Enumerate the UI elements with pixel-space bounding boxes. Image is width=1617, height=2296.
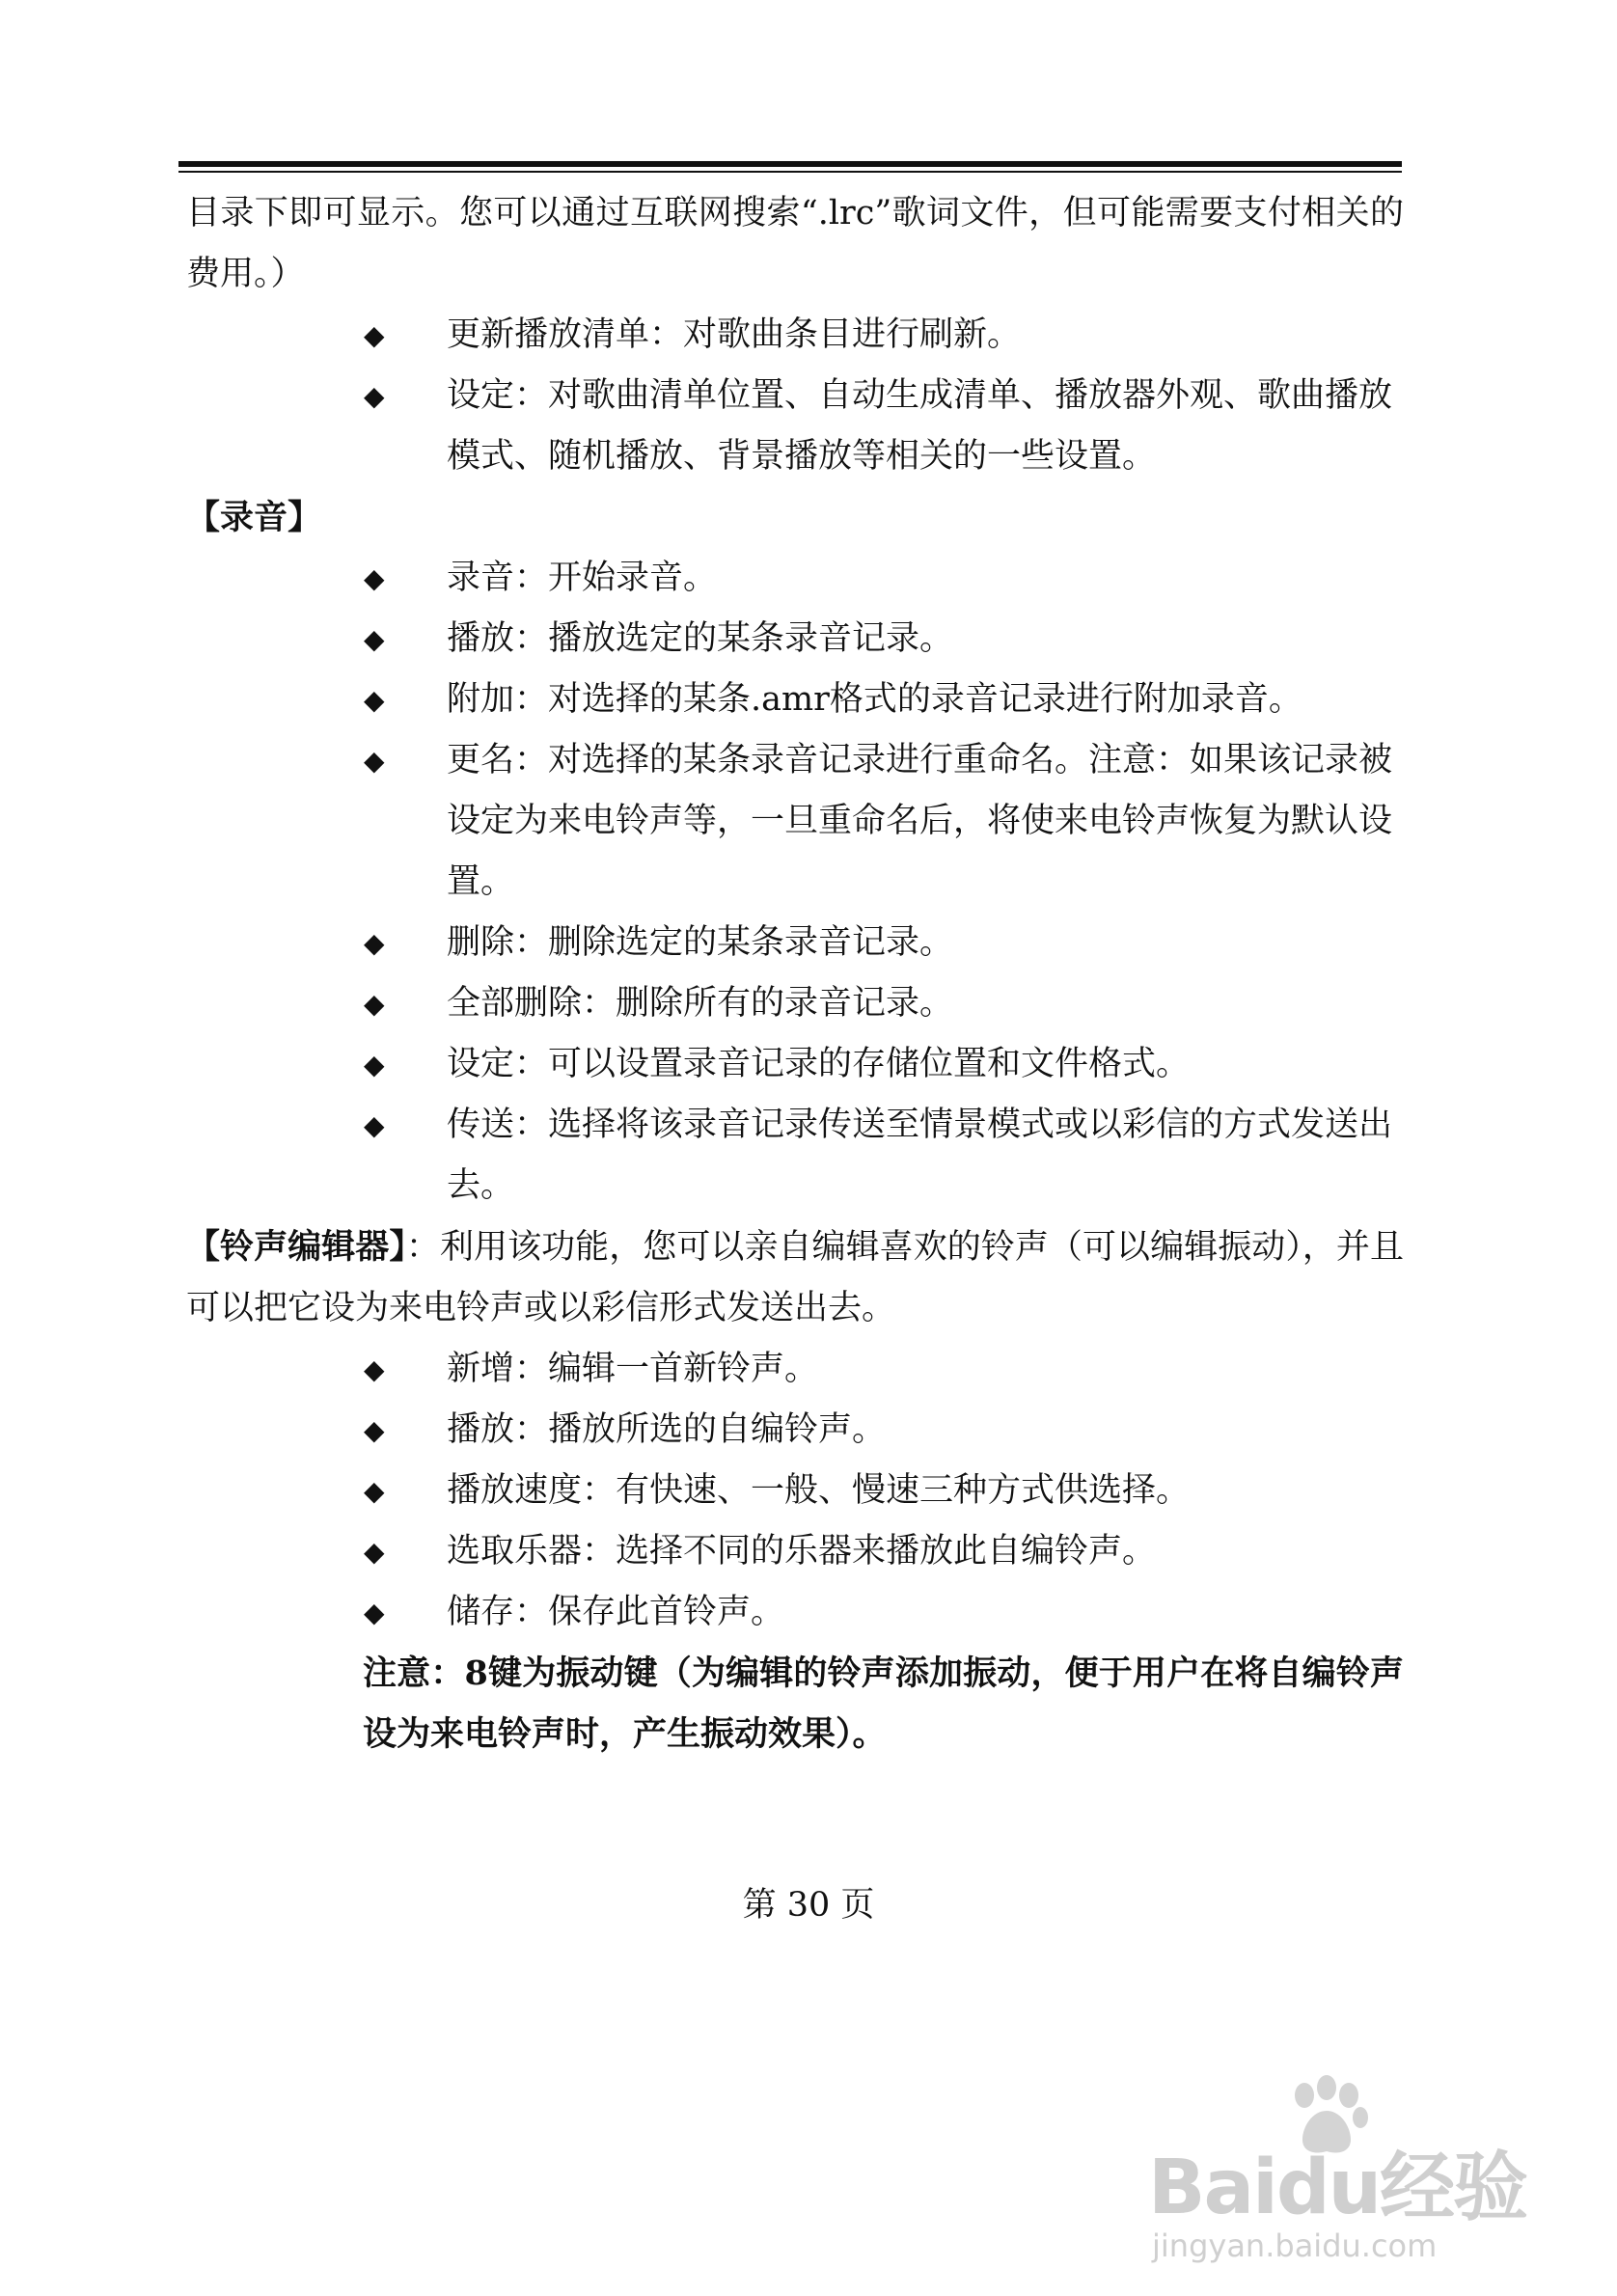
list-item: ◆ 设定：可以设置录音记录的存储位置和文件格式。 [364, 1034, 1404, 1095]
ringtone-editor-heading: 【铃声编辑器】 [186, 1227, 406, 1267]
ringtone-editor-paragraph [186, 1216, 1404, 1339]
diamond-bullet-icon: ◆ [364, 988, 385, 1020]
diamond-bullet-icon: ◆ [364, 1353, 385, 1385]
diamond-bullet-icon: ◆ [364, 927, 385, 959]
list-item: ◆ 播放：播放选定的某条录音记录。 [364, 609, 1404, 670]
list-item: ◆ 更名：对选择的某条录音记录进行重命名。注意：如果该记录被设定为来电铃声等，一旦重命名后，将使来电铃声恢复为默认设置。 [364, 730, 1404, 913]
recording-heading: 【录音】 [186, 498, 322, 537]
list-item: ◆ 全部删除：删除所有的录音记录。 [364, 973, 1404, 1034]
list-item: ◆ 删除：删除选定的某条录音记录。 [364, 913, 1404, 973]
diamond-bullet-icon: ◆ [364, 562, 385, 594]
header-rule-thin [178, 171, 1402, 173]
diamond-bullet-icon: ◆ [364, 1109, 385, 1141]
music-list [186, 305, 1404, 487]
ringtone-editor-intro: ：利用该功能，您可以亲自编辑喜欢的铃声（可以编辑振动），并且可以把它设为来电铃声或以彩信形式发送出去。 [186, 1228, 1404, 1327]
diamond-bullet-icon: ◆ [364, 1475, 385, 1507]
list-item: ◆ 传送：选择将该录音记录传送至情景模式或以彩信的方式发送出去。 [364, 1095, 1404, 1216]
diamond-bullet-icon: ◆ [364, 380, 385, 412]
list-item: ◆ 新增：编辑一首新铃声。 [364, 1339, 1404, 1400]
watermark-url: jingyan.baidu.com [1152, 2228, 1438, 2264]
diamond-bullet-icon: ◆ [364, 1536, 385, 1568]
list-item: ◆ 储存：保存此首铃声。 [364, 1582, 1404, 1643]
ringtone-list [186, 1339, 1404, 1643]
diamond-bullet-icon: ◆ [364, 1414, 385, 1446]
list-item: ◆ 播放：播放所选的自编铃声。 [364, 1400, 1404, 1461]
diamond-bullet-icon: ◆ [364, 1597, 385, 1628]
list-item: ◆ 设定：对歌曲清单位置、自动生成清单、播放器外观、歌曲播放模式、随机播放、背景播放等相关的一些设置。 [364, 366, 1404, 487]
diamond-bullet-icon: ◆ [364, 684, 385, 716]
body-text [186, 183, 1404, 1764]
list-item: ◆ 更新播放清单：对歌曲条目进行刷新。 [364, 305, 1404, 366]
page-number: 第 30 页 [742, 1886, 875, 1925]
list-item: ◆ 选取乐器：选择不同的乐器来播放此自编铃声。 [364, 1521, 1404, 1582]
diamond-bullet-icon: ◆ [364, 745, 385, 777]
vibration-note: 注意：8键为振动键（为编辑的铃声添加振动，便于用户在将自编铃声设为来电铃声时，产生振动效果）。 [363, 1654, 1404, 1754]
list-item: ◆ 播放速度：有快速、一般、慢速三种方式供选择。 [364, 1461, 1404, 1521]
continuation-paragraph: 目录下即可显示。您可以通过互联网搜索“.lrc”歌词文件，但可能需要支付相关的费用。） [186, 194, 1404, 293]
recording-list [186, 548, 1404, 1216]
baidu-watermark [1148, 2074, 1534, 2267]
watermark-logo-text: Baidu经验 [1148, 2145, 1527, 2231]
diamond-bullet-icon: ◆ [364, 319, 385, 351]
header-rule-thick [178, 161, 1402, 167]
diamond-bullet-icon: ◆ [364, 623, 385, 655]
list-item: ◆ 录音：开始录音。 [364, 548, 1404, 609]
list-item: ◆ 附加：对选择的某条.amr格式的录音记录进行附加录音。 [364, 670, 1404, 730]
diamond-bullet-icon: ◆ [364, 1049, 385, 1080]
